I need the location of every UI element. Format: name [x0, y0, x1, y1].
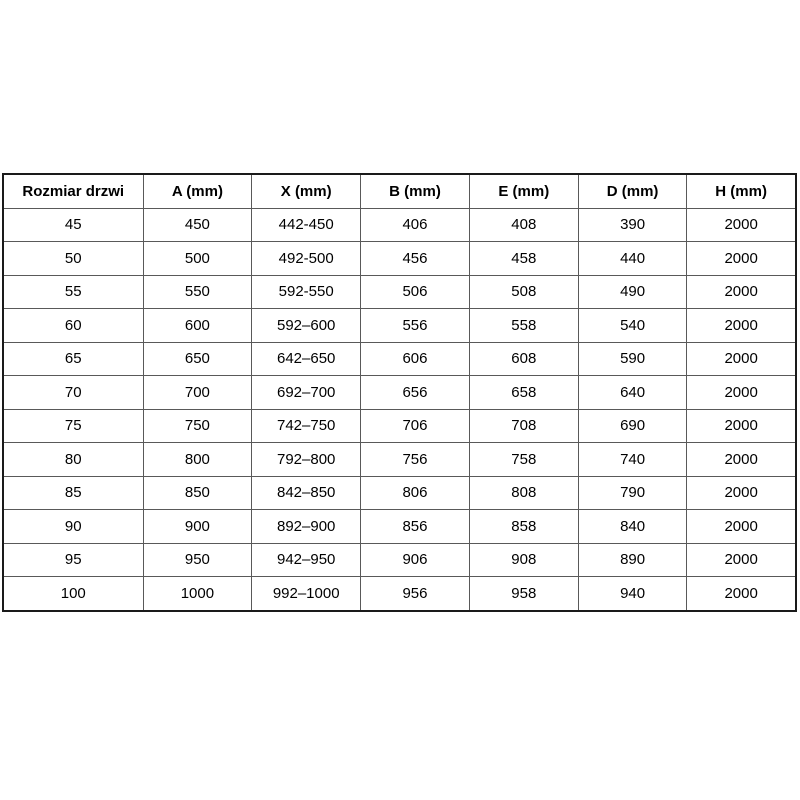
table-cell: 2000: [687, 510, 796, 544]
table-cell: 2000: [687, 242, 796, 276]
table-cell: 506: [361, 275, 470, 309]
table-cell: 642–650: [252, 342, 361, 376]
table-cell: 390: [578, 208, 687, 242]
table-row: [3, 409, 796, 443]
table-cell: 600: [143, 309, 252, 343]
table-body: [3, 208, 796, 611]
table-cell: 742–750: [252, 409, 361, 443]
table-cell: 500: [143, 242, 252, 276]
table-cell: 45: [3, 208, 143, 242]
table-cell: 640: [578, 376, 687, 410]
table-cell: 2000: [687, 443, 796, 477]
table-cell: 706: [361, 409, 470, 443]
table-cell: 450: [143, 208, 252, 242]
table-cell: 806: [361, 476, 470, 510]
column-header: X (mm): [252, 174, 361, 208]
table-cell: 808: [469, 476, 578, 510]
table-header-row: [3, 174, 796, 208]
table-cell: 758: [469, 443, 578, 477]
table-cell: 606: [361, 342, 470, 376]
table-cell: 550: [143, 275, 252, 309]
table-cell: 458: [469, 242, 578, 276]
table-cell: 692–700: [252, 376, 361, 410]
table-cell: 65: [3, 342, 143, 376]
table-cell: 440: [578, 242, 687, 276]
table-cell: 2000: [687, 476, 796, 510]
table-cell: 80: [3, 443, 143, 477]
table-cell: 55: [3, 275, 143, 309]
table-cell: 958: [469, 577, 578, 611]
table-cell: 592-550: [252, 275, 361, 309]
table-cell: 656: [361, 376, 470, 410]
table-header: [3, 174, 796, 208]
column-header: A (mm): [143, 174, 252, 208]
table-row: [3, 309, 796, 343]
table-cell: 842–850: [252, 476, 361, 510]
table-cell: 508: [469, 275, 578, 309]
column-header: B (mm): [361, 174, 470, 208]
table-cell: 556: [361, 309, 470, 343]
table-cell: 2000: [687, 208, 796, 242]
table-cell: 756: [361, 443, 470, 477]
column-header: Rozmiar drzwi: [3, 174, 143, 208]
table-cell: 592–600: [252, 309, 361, 343]
table-cell: 590: [578, 342, 687, 376]
table-cell: 956: [361, 577, 470, 611]
table-cell: 85: [3, 476, 143, 510]
table-cell: 2000: [687, 342, 796, 376]
table-row: [3, 443, 796, 477]
column-header: E (mm): [469, 174, 578, 208]
table-cell: 700: [143, 376, 252, 410]
table-row: [3, 208, 796, 242]
table-cell: 690: [578, 409, 687, 443]
table-cell: 740: [578, 443, 687, 477]
column-header: D (mm): [578, 174, 687, 208]
table-cell: 950: [143, 543, 252, 577]
table-cell: 908: [469, 543, 578, 577]
table-cell: 442-450: [252, 208, 361, 242]
table-row: [3, 242, 796, 276]
table-cell: 840: [578, 510, 687, 544]
table-cell: 60: [3, 309, 143, 343]
table-cell: 658: [469, 376, 578, 410]
table-cell: 992–1000: [252, 577, 361, 611]
table-cell: 750: [143, 409, 252, 443]
table-cell: 2000: [687, 577, 796, 611]
table-cell: 456: [361, 242, 470, 276]
table-cell: 95: [3, 543, 143, 577]
door-size-spec-table: [2, 173, 797, 612]
table-cell: 792–800: [252, 443, 361, 477]
table-cell: 406: [361, 208, 470, 242]
table-cell: 708: [469, 409, 578, 443]
table-cell: 858: [469, 510, 578, 544]
table-cell: 540: [578, 309, 687, 343]
table-row: [3, 510, 796, 544]
table-cell: 856: [361, 510, 470, 544]
table-cell: 2000: [687, 275, 796, 309]
table-cell: 408: [469, 208, 578, 242]
table-cell: 892–900: [252, 510, 361, 544]
table-cell: 50: [3, 242, 143, 276]
table-row: [3, 543, 796, 577]
table-cell: 100: [3, 577, 143, 611]
table-row: [3, 476, 796, 510]
table-cell: 942–950: [252, 543, 361, 577]
table-cell: 1000: [143, 577, 252, 611]
table-cell: 2000: [687, 309, 796, 343]
table-cell: 492-500: [252, 242, 361, 276]
table-cell: 490: [578, 275, 687, 309]
table-cell: 790: [578, 476, 687, 510]
table-cell: 850: [143, 476, 252, 510]
table-cell: 90: [3, 510, 143, 544]
table-row: [3, 275, 796, 309]
table-cell: 75: [3, 409, 143, 443]
table-cell: 2000: [687, 409, 796, 443]
table-cell: 900: [143, 510, 252, 544]
table-row: [3, 342, 796, 376]
table-cell: 608: [469, 342, 578, 376]
table-cell: 890: [578, 543, 687, 577]
table-row: [3, 577, 796, 611]
table-cell: 2000: [687, 543, 796, 577]
table-row: [3, 376, 796, 410]
door-size-spec-table-container: [2, 173, 795, 612]
table-cell: 800: [143, 443, 252, 477]
table-cell: 558: [469, 309, 578, 343]
table-cell: 650: [143, 342, 252, 376]
column-header: H (mm): [687, 174, 796, 208]
table-cell: 2000: [687, 376, 796, 410]
table-cell: 906: [361, 543, 470, 577]
table-cell: 940: [578, 577, 687, 611]
table-cell: 70: [3, 376, 143, 410]
